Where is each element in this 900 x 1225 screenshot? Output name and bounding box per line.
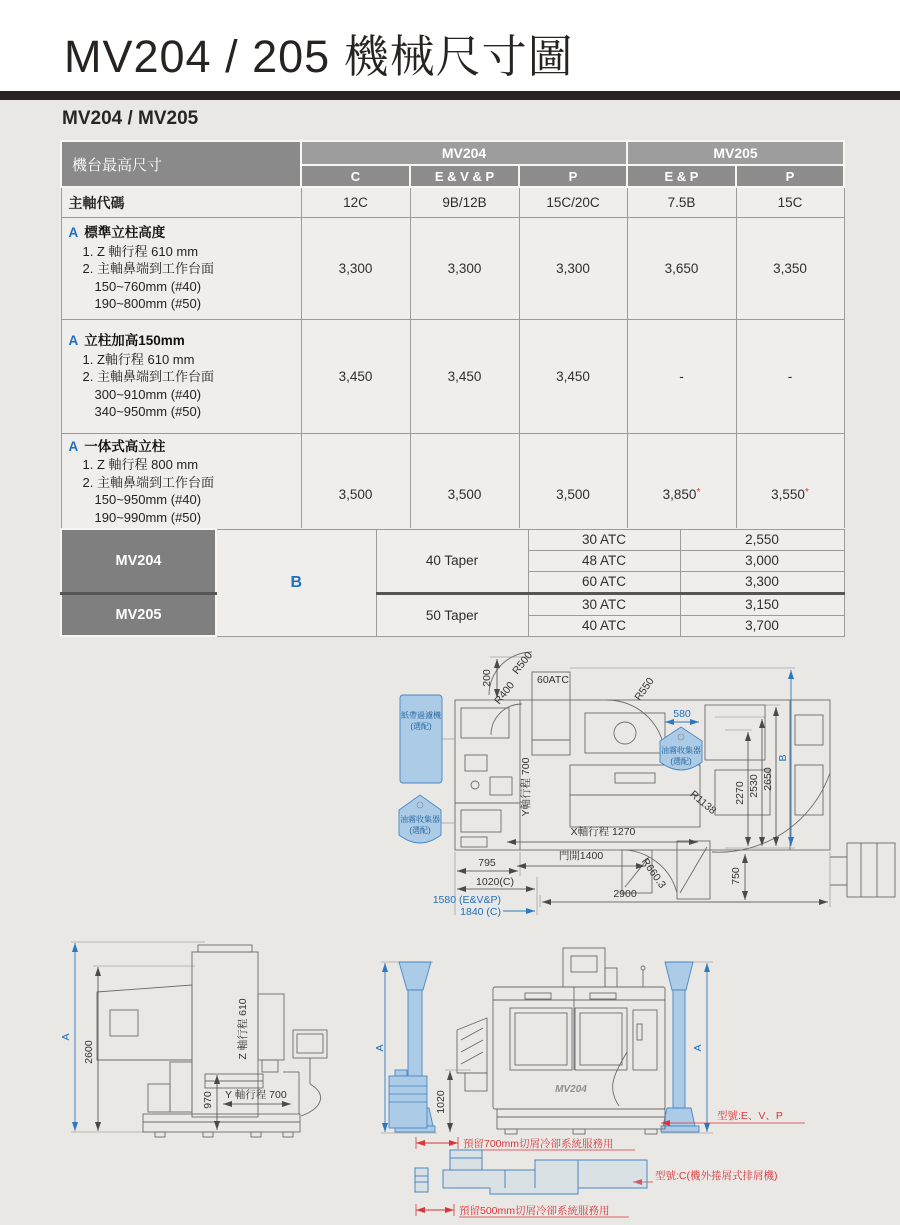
- spec-value: -: [627, 320, 736, 434]
- row-line: 340~950mm (#50): [94, 404, 202, 420]
- spec-value: 3,300: [410, 218, 519, 320]
- atc-model-mv205: MV205: [61, 593, 216, 636]
- atc-count: 30 ATC: [528, 529, 680, 550]
- section-title: MV204 / MV205: [62, 108, 199, 129]
- spec-subheader: P: [519, 165, 627, 187]
- side-view-dimension-lines: [75, 943, 291, 1131]
- dim-label: 1580 (E&V&P): [432, 894, 501, 906]
- spec-value: 3,450: [519, 320, 627, 434]
- dim-label: 200: [481, 669, 493, 687]
- top-view-labels: [400, 649, 789, 918]
- spec-row-standard-column: [61, 218, 844, 320]
- row-marker-a: A: [68, 333, 79, 349]
- atc-row: [61, 593, 844, 615]
- atc-value: 3,300: [680, 571, 844, 593]
- radius-label: R550: [632, 675, 657, 704]
- dim-label: 1840 (C): [460, 906, 501, 918]
- optional-label: (選配): [409, 826, 431, 835]
- atc-taper: 40 Taper: [376, 529, 528, 593]
- spec-value: 3,450: [301, 320, 410, 434]
- atc-count: 30 ATC: [528, 593, 680, 615]
- dim-label: 1020: [435, 1090, 447, 1114]
- spec-row-label: [61, 320, 301, 434]
- machine-model-logo: MV204: [555, 1084, 587, 1095]
- dim-label: 2270: [734, 781, 746, 805]
- optional-label: (選配): [670, 757, 692, 766]
- spec-subheader: E & P: [627, 165, 736, 187]
- spec-value: 3,500: [410, 434, 519, 557]
- spec-value: 3,450: [410, 320, 519, 434]
- machine-front-view-outline: [457, 948, 665, 1134]
- row-title: 立柱加高150mm: [84, 333, 185, 349]
- top-view-drawing: [385, 645, 900, 935]
- dim-label: 580: [673, 708, 691, 720]
- spindle-code-row: [61, 187, 844, 218]
- spec-value: -: [736, 320, 844, 434]
- left-tower-funnel: [399, 962, 431, 990]
- radius-label: R660.3: [638, 855, 669, 891]
- dim-label: 795: [478, 857, 496, 869]
- atc-table: [60, 528, 845, 637]
- row-line: 2. 主軸鼻端到工作台面: [82, 369, 214, 385]
- atc-value: 3,150: [680, 593, 844, 615]
- row-marker-a: A: [68, 225, 79, 241]
- spec-group-mv204: MV204: [301, 141, 627, 165]
- spec-subheader: E & V & P: [410, 165, 519, 187]
- spec-corner-label: 機台最高尺寸: [61, 141, 301, 187]
- spec-value: 3,300: [301, 218, 410, 320]
- page-title: MV204 / 205 機械尺寸圖: [64, 31, 574, 82]
- spec-value: 3,350: [736, 218, 844, 320]
- atc-value: 3,700: [680, 615, 844, 636]
- dim-label: B: [777, 754, 789, 762]
- dim-label: 750: [730, 867, 742, 885]
- radius-label: R400: [492, 679, 518, 707]
- side-view-extension-lines: [71, 942, 205, 1132]
- row-title: 一体式高立柱: [84, 439, 166, 454]
- dim-label: 2650: [762, 767, 774, 791]
- dim-label: 970: [202, 1091, 214, 1109]
- atc-count: 40 ATC: [528, 615, 680, 636]
- external-chip-conveyor-unit: [415, 1150, 647, 1194]
- atc-label: 60ATC: [537, 674, 569, 686]
- spec-value: 3,500: [519, 434, 627, 557]
- right-tower-shaft: [673, 990, 685, 1108]
- spindle-code-label: 主軸代碼: [61, 187, 301, 218]
- row-line: 1. Z 軸行程 610 mm: [82, 243, 199, 259]
- page-header: [0, 0, 900, 91]
- spec-subheader: C: [301, 165, 410, 187]
- dim-label: 2900: [613, 888, 637, 900]
- reserve-500-note: 預留500mm切屑冷卻系統服務用: [459, 1205, 610, 1217]
- spec-subheader: P: [736, 165, 844, 187]
- row-marker-a: A: [68, 439, 79, 454]
- row-line: 2. 主軸鼻端到工作台面: [82, 474, 214, 490]
- dim-label: A: [375, 1044, 386, 1052]
- spindle-code-value: 9B/12B: [410, 187, 519, 218]
- atc-taper: 50 Taper: [376, 593, 528, 636]
- spec-value: 3,500: [301, 434, 410, 557]
- dim-label: A: [692, 1044, 704, 1052]
- spindle-code-value: 12C: [301, 187, 410, 218]
- row-line: 300~910mm (#40): [94, 386, 202, 402]
- spec-value: 3,650: [627, 218, 736, 320]
- side-view-labels: [60, 998, 287, 1109]
- row-line: 150~950mm (#40): [94, 492, 202, 508]
- front-view-extension-lines: [381, 962, 713, 1133]
- optional-accessories-blue: [399, 695, 702, 843]
- row-line: 2. 主軸鼻端到工作台面: [82, 261, 214, 277]
- spec-row-label: [61, 218, 301, 320]
- row-title: 標準立柱高度: [84, 225, 166, 241]
- radius-label: R1138: [687, 788, 719, 817]
- y-travel-label: Y軸行程 700: [520, 757, 532, 817]
- atc-model-mv204: MV204: [61, 529, 216, 593]
- spec-value: 3,550*: [736, 434, 844, 557]
- dim-label: A: [60, 1033, 72, 1041]
- right-tower-funnel: [665, 962, 693, 990]
- spec-value: 3,300: [519, 218, 627, 320]
- atc-row: [61, 529, 844, 550]
- spindle-code-value: 15C: [736, 187, 844, 218]
- dim-label: 2530: [748, 774, 760, 798]
- dim-label: 2600: [83, 1040, 95, 1064]
- model-note-evp: 型號:E、V、P: [717, 1110, 783, 1122]
- atc-value: 3,000: [680, 550, 844, 571]
- front-view-drawing: [375, 930, 900, 1225]
- door-open-label: 門開1400: [558, 850, 604, 862]
- model-note-c: 型號:C(機外捲屑式排屑機): [655, 1170, 778, 1182]
- row-line: 190~800mm (#50): [94, 296, 202, 312]
- radius-label: R500: [510, 649, 536, 677]
- row-line: 150~760mm (#40): [94, 278, 202, 294]
- spec-value: 3,850*: [627, 434, 736, 557]
- paper-filter-label: 紙帶過濾機: [401, 711, 441, 720]
- z-travel-label: Z 軸行程 610: [237, 998, 249, 1060]
- atc-value: 2,550: [680, 529, 844, 550]
- spec-row-raised-column: [61, 320, 844, 434]
- atc-count: 60 ATC: [528, 571, 680, 593]
- oil-mist-label: 油霧收集器: [400, 815, 440, 824]
- row-line: 1. Z 軸行程 800 mm: [82, 457, 199, 473]
- paper-band-filter-box: [400, 695, 442, 783]
- dim-label: 1020(C): [476, 876, 514, 888]
- spindle-code-value: 7.5B: [627, 187, 736, 218]
- atc-count: 48 ATC: [528, 550, 680, 571]
- spec-group-mv205: MV205: [627, 141, 844, 165]
- spec-table: [60, 140, 845, 557]
- atc-b-label: B: [216, 529, 376, 636]
- side-view-drawing: [55, 932, 400, 1162]
- reserve-700-note: 預留700mm切屑冷卻系統服務用: [463, 1138, 614, 1150]
- front-view-dimension-lines: [385, 963, 707, 1132]
- row-line: 1. Z軸行程 610 mm: [82, 351, 195, 367]
- oil-mist-label: 油霧收集器: [661, 746, 701, 755]
- spindle-code-value: 15C/20C: [519, 187, 627, 218]
- row-line: 190~990mm (#50): [94, 509, 202, 525]
- x-travel-label: X軸行程 1270: [570, 826, 636, 838]
- y-travel-label: Y 軸行程 700: [225, 1089, 287, 1101]
- optional-label: (選配): [410, 722, 432, 731]
- title-divider-bar: [0, 91, 900, 100]
